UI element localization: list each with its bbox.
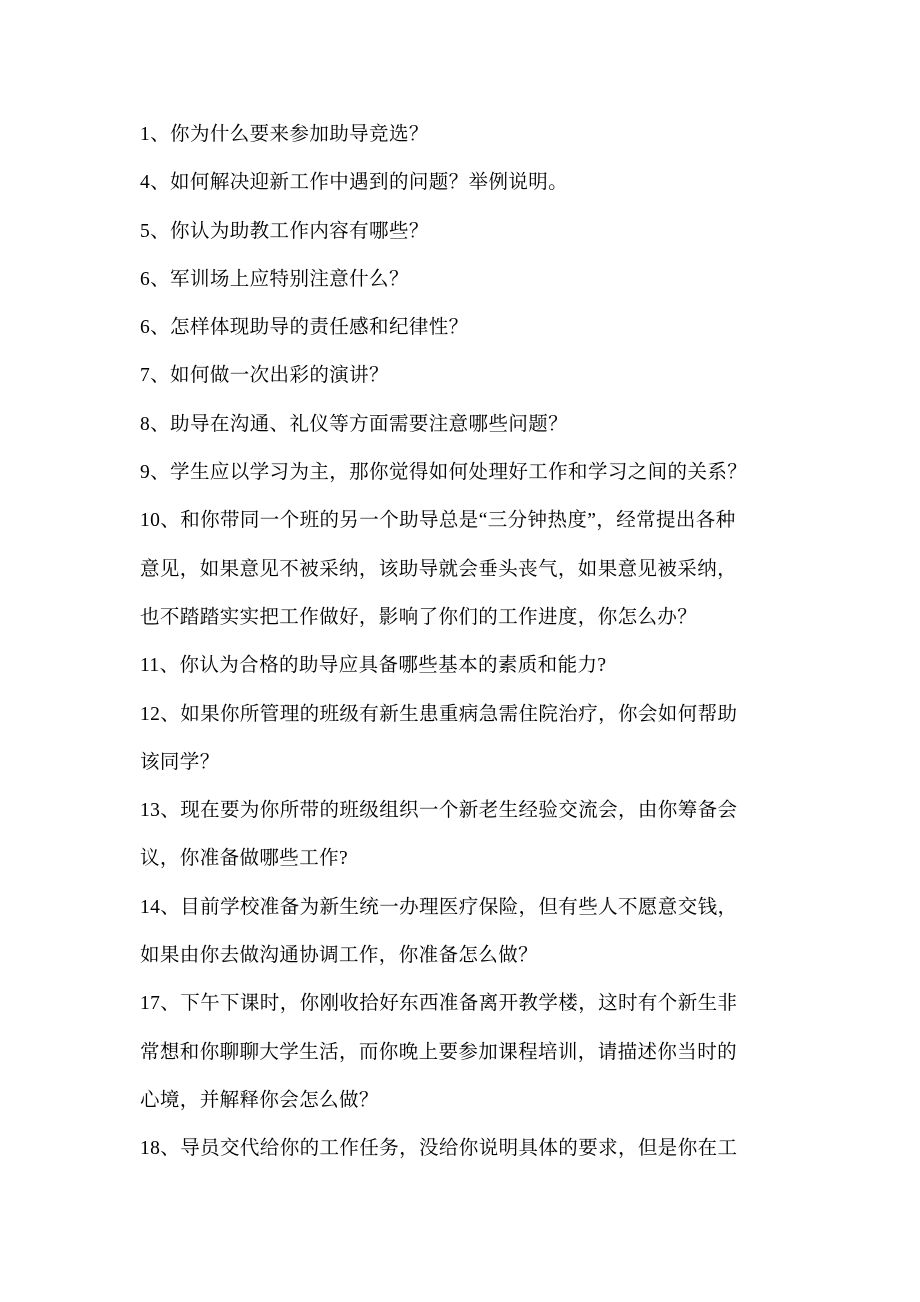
question-17: 17、下午下课时，你刚收拾好东西准备离开教学楼，这时有个新生非: [140, 993, 738, 1015]
question-10-cont-2: 也不踏踏实实把工作做好，影响了你们的工作进度，你怎么办？: [140, 606, 698, 628]
question-6a: 6、军训场上应特别注意什么？: [140, 268, 409, 290]
question-12-cont: 该同学？: [140, 751, 220, 773]
question-5: 5、你认为助教工作内容有哪些？: [140, 220, 429, 242]
question-10-cont-1: 意见，如果意见不被采纳，该助导就会垂头丧气，如果意见被采纳，: [140, 558, 738, 580]
question-11: 11、你认为合格的助导应具备哪些基本的素质和能力?: [140, 655, 607, 677]
question-18: 18、导员交代给你的工作任务，没给你说明具体的要求，但是你在工: [140, 1138, 738, 1160]
question-13-cont: 议，你准备做哪些工作?: [140, 848, 349, 870]
question-4: 4、如何解决迎新工作中遇到的问题？举例说明。: [140, 172, 569, 194]
question-8: 8、助导在沟通、礼仪等方面需要注意哪些问题？: [140, 413, 569, 435]
question-14-cont: 如果由你去做沟通协调工作，你准备怎么做？: [140, 945, 539, 967]
question-7: 7、如何做一次出彩的演讲？: [140, 365, 389, 387]
question-17-cont-2: 心境，并解释你会怎么做？: [140, 1089, 379, 1111]
question-6b: 6、怎样体现助导的责任感和纪律性？: [140, 317, 469, 339]
question-14: 14、目前学校准备为新生统一办理医疗保险，但有些人不愿意交钱，: [140, 896, 738, 918]
question-13: 13、现在要为你所带的班级组织一个新老生经验交流会，由你筹备会: [140, 800, 738, 822]
question-1: 1、你为什么要来参加助导竞选？: [140, 124, 429, 145]
document-page: [140, 113, 782, 1176]
question-10: 10、和你带同一个班的另一个助导总是“三分钟热度”，经常提出各种: [140, 510, 736, 532]
question-12: 12、如果你所管理的班级有新生患重病急需住院治疗，你会如何帮助: [140, 703, 738, 725]
question-17-cont-1: 常想和你聊聊大学生活，而你晚上要参加课程培训，请描述你当时的: [140, 1041, 738, 1063]
question-9: 9、学生应以学习为主，那你觉得如何处理好工作和学习之间的关系？: [140, 462, 748, 484]
